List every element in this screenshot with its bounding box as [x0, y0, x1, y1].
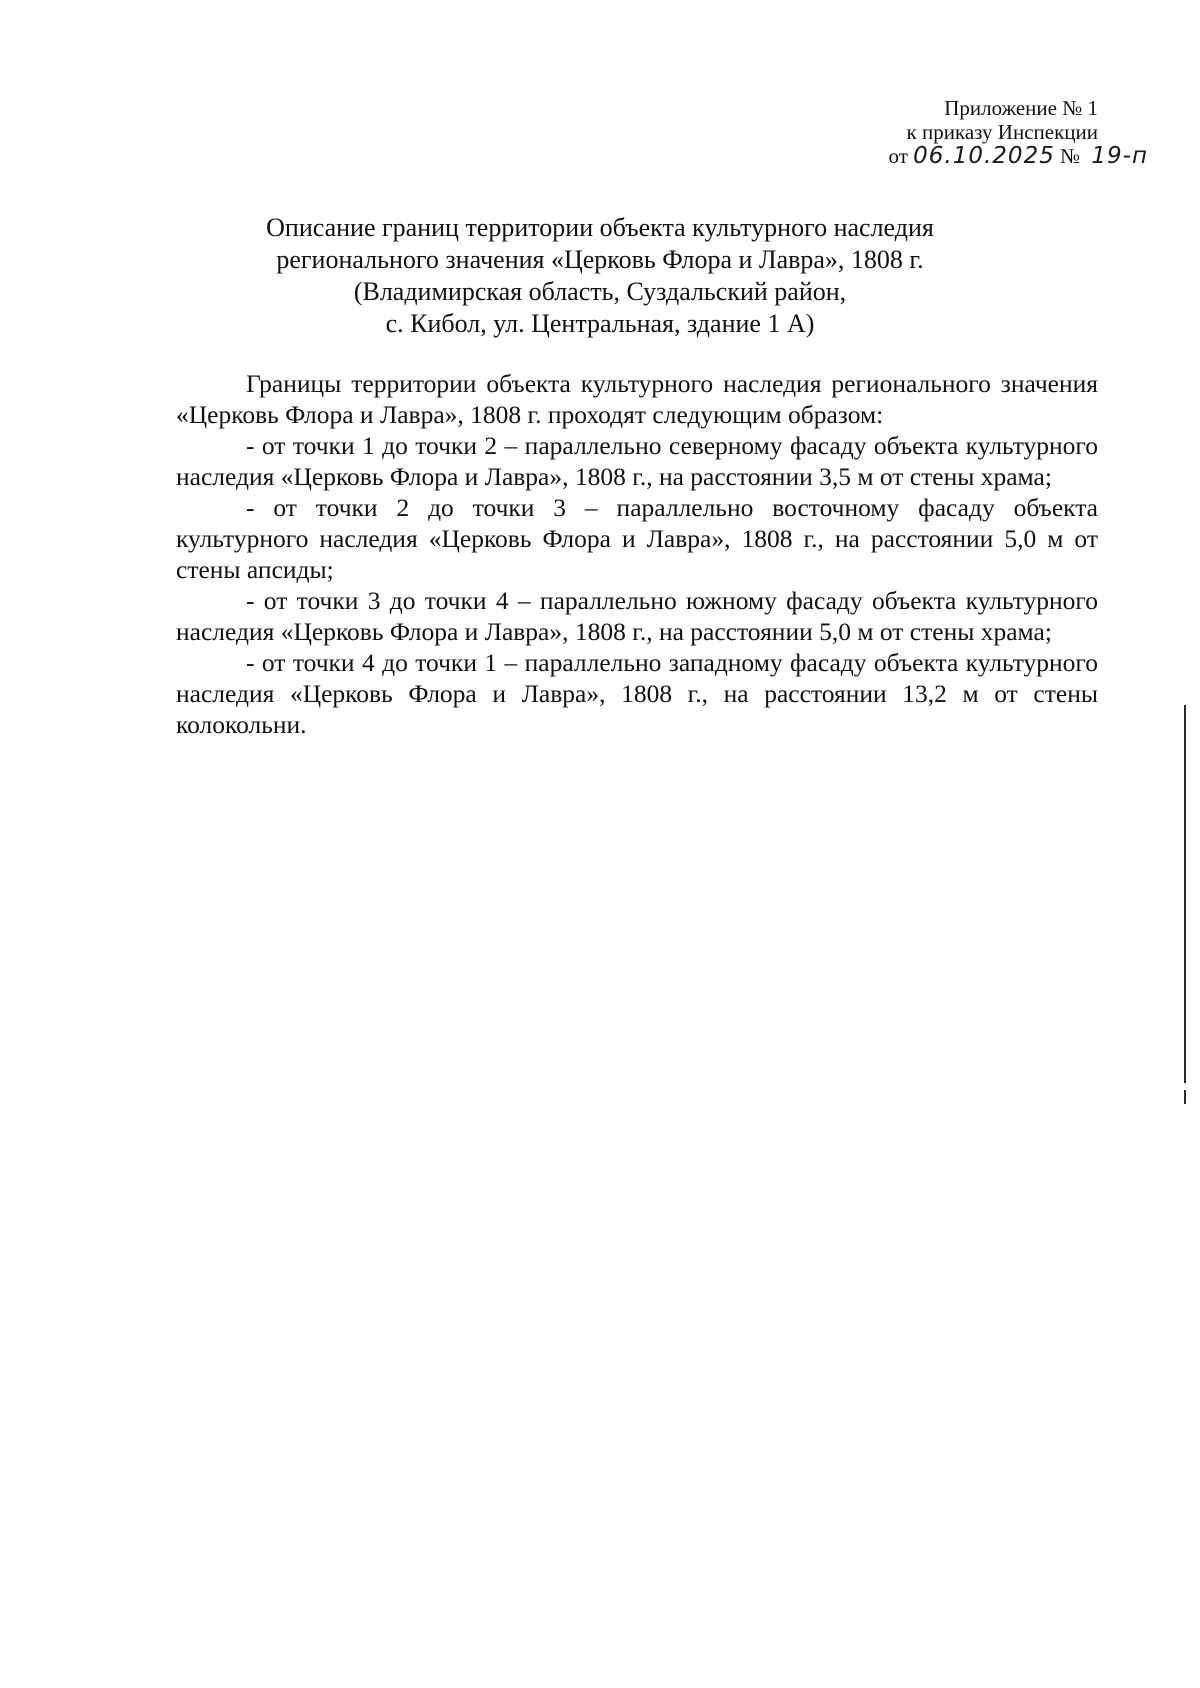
title-line-1: Описание границ территории объекта культурного наследия: [266, 213, 934, 242]
appendix-header: [888, 96, 1148, 169]
boundary-item: - от точки 2 до точки 3 – параллельно восточному фасаду объекта культурного наследия «Церковь Флора и Лавра», 1808 г., на расстоянии 5,0 м от стены апсиды;: [176, 493, 1098, 584]
handwritten-date: 06.10.2025: [913, 143, 1055, 169]
scan-edge-mark: [1184, 1090, 1186, 1104]
document-body: [176, 368, 1098, 740]
appendix-title: Приложение № 1: [944, 96, 1098, 120]
boundary-item: - от точки 3 до точки 4 – параллельно южному фасаду объекта культурного наследия «Церковь Флора и Лавра», 1808 г., на расстоянии 5,0 м от стены храма;: [176, 586, 1098, 646]
document-title: [0, 212, 1200, 340]
date-prefix: от: [888, 144, 908, 168]
title-line-4: с. Кибол, ул. Центральная, здание 1 А): [385, 309, 815, 338]
number-prefix: №: [1060, 144, 1081, 168]
scan-edge-line: [1184, 705, 1186, 1083]
appendix-order-reference: к приказу Инспекции: [906, 120, 1098, 144]
title-line-3: (Владимирская область, Суздальский район,: [353, 277, 847, 306]
handwritten-number: 19-п: [1091, 143, 1148, 169]
boundary-item: - от точки 4 до точки 1 – параллельно западному фасаду объекта культурного наследия «Церковь Флора и Лавра», 1808 г., на расстоянии 13,2 м от стены колокольни.: [176, 648, 1098, 739]
appendix-date-number-line: [888, 143, 1148, 169]
intro-paragraph: Границы территории объекта культурного наследия регионального значения «Церковь Флора и Лавра», 1808 г. проходят следующим образом:: [176, 369, 1098, 429]
boundary-item: - от точки 1 до точки 2 – параллельно северному фасаду объекта культурного наследия «Церковь Флора и Лавра», 1808 г., на расстоянии 3,5 м от стены храма;: [176, 431, 1098, 491]
title-line-2: регионального значения «Церковь Флора и Лавра», 1808 г.: [276, 245, 924, 274]
